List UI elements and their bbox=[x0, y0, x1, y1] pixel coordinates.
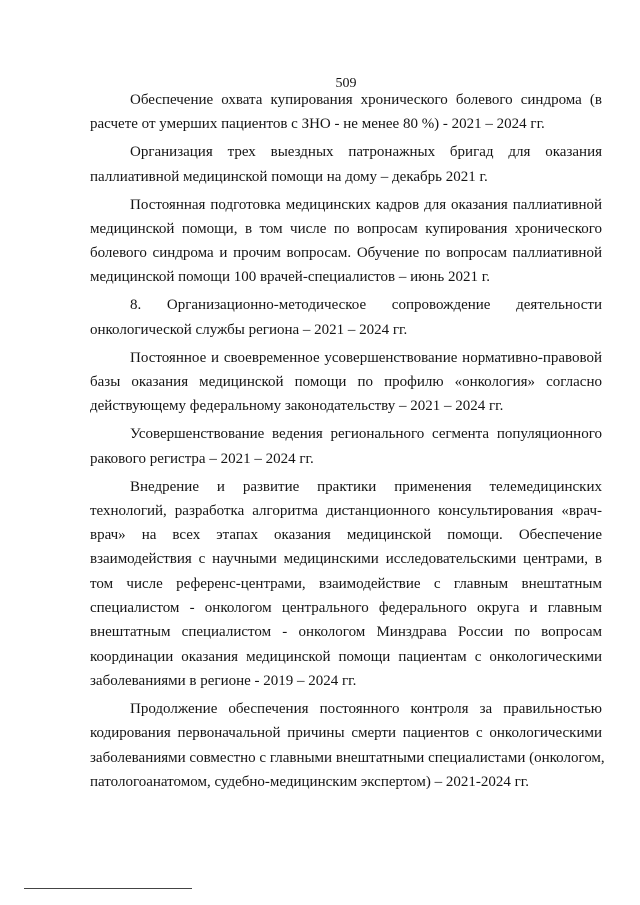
paragraph bbox=[90, 293, 602, 342]
text-line: взаимодействия с научными медицинскими исследовательскими центрами, в bbox=[90, 551, 602, 568]
paragraph bbox=[90, 475, 602, 694]
text-line: заболеваниями совместно с главными внештатными специалистами (онкологом, bbox=[90, 749, 605, 766]
text-line: технологий, разработка алгоритма дистанционного консультирования «врач- bbox=[90, 502, 602, 519]
paragraph bbox=[90, 140, 602, 189]
text-line: кодирования первоначальной причины смерти пациентов с онкологическими bbox=[90, 725, 602, 742]
text-line: Продолжение обеспечения постоянного контроля за правильностью bbox=[130, 700, 602, 717]
text-line: медицинской помощи 100 врачей-специалистов – июнь 2021 г. bbox=[90, 269, 490, 286]
text-line: 8. Организационно-методическое сопровождение деятельности bbox=[130, 297, 602, 314]
paragraph bbox=[90, 697, 605, 794]
text-line: Постоянное и своевременное усовершенствование нормативно-правовой bbox=[130, 349, 602, 366]
document-body bbox=[90, 88, 605, 794]
text-line: координации оказания медицинской помощи пациентам с онкологическими bbox=[90, 648, 602, 665]
page-number: 509 bbox=[335, 76, 357, 91]
text-line: болевого синдрома и прочим вопросам. Обучение по вопросам паллиативной bbox=[90, 245, 602, 262]
text-line: онкологической службы региона – 2021 – 2024 гг. bbox=[90, 321, 408, 338]
paragraph bbox=[90, 422, 602, 471]
text-line: ракового регистра – 2021 – 2024 гг. bbox=[90, 450, 314, 467]
paragraph bbox=[90, 193, 602, 290]
text-line: расчете от умерших пациентов с ЗНО - не менее 80 %) - 2021 – 2024 гг. bbox=[90, 116, 545, 133]
text-line: паллиативной медицинской помощи на дому – декабрь 2021 г. bbox=[90, 168, 488, 185]
paragraph bbox=[90, 346, 602, 419]
text-line: Обеспечение охвата купирования хронического болевого синдрома (в bbox=[130, 92, 602, 108]
text-line: врач» на всех этапах оказания медицинской помощи. Обеспечение bbox=[90, 527, 602, 544]
text-line: специалистом - онкологом центрального федерального округа и главным bbox=[90, 600, 602, 617]
text-line: базы оказания медицинской помощи по профилю «онкология» согласно bbox=[90, 374, 602, 391]
text-line: том числе референс-центрами, взаимодействие с главным внештатным bbox=[90, 575, 602, 592]
text-line: патологоанатомом, судебно-медицинским экспертом) – 2021-2024 гг. bbox=[90, 773, 529, 790]
paragraph bbox=[90, 88, 602, 137]
text-line: медицинской помощи, в том числе по вопросам купирования хронического bbox=[90, 220, 602, 237]
text-line: Внедрение и развитие практики применения телемедицинских bbox=[130, 478, 602, 495]
text-line: действующему федеральному законодательству – 2021 – 2024 гг. bbox=[90, 398, 504, 415]
text-line: Постоянная подготовка медицинских кадров для оказания паллиативной bbox=[130, 196, 602, 213]
text-line: Усовершенствование ведения регионального сегмента популяционного bbox=[130, 426, 602, 443]
footnote-divider bbox=[24, 888, 192, 889]
text-line: внештатным специалистом - онкологом Минздрава России по вопросам bbox=[90, 624, 602, 641]
text-line: Организация трех выездных патронажных бригад для оказания bbox=[130, 144, 602, 161]
text-line: заболеваниями в регионе - 2019 – 2024 гг. bbox=[90, 672, 357, 689]
